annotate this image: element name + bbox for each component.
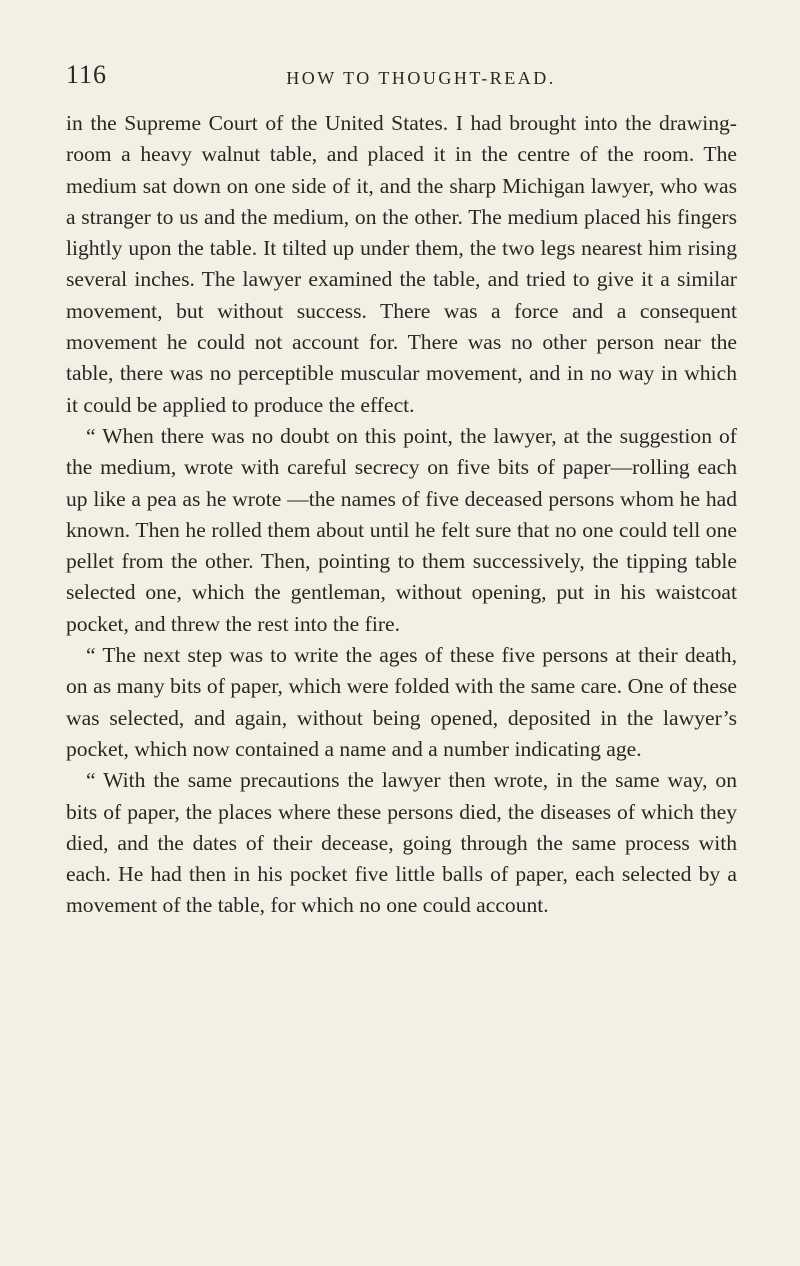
page-header [66,60,736,100]
running-head: HOW TO THOUGHT-READ. [286,68,556,88]
page-body [66,108,737,922]
paragraph: “ When there was no doubt on this point, the lawyer, at the suggestion of the medium, wrote with careful secrecy on five bits of paper—rolling each up like a pea as he wrote —the names of five deceased persons whom he had known. Then he rolled them about until he felt sure that no one could tell one pellet from the other. Then, pointing to them successively, the tipping table selected one, which the gentleman, without opening, put in his waistcoat pocket, and threw the rest into the fire. [66,423,737,636]
paragraph: in the Supreme Court of the United States. I had brought into the drawing-room a heavy walnut table, and placed it in the centre of the room. The medium sat down on one side of it, and the sharp Michigan lawyer, who was a stranger to us and the medium, on the other. The medium placed his fingers lightly upon the table. It tilted up under them, the two legs nearest him rising several inches. The lawyer examined the table, and tried to give it a similar movement, but without success. There was a force and a consequent movement he could not account for. There was no other person near the table, there was no perceptible muscular movement, and in no way in which it could be applied to produce the effect. [66,111,737,417]
paragraph: “ With the same precautions the lawyer then wrote, in the same way, on bits of paper, the places where these persons died, the diseases of which they died, and the dates of their decease, going through the same process with each. He had then in his pocket five little balls of paper, each selected by a movement of the table, for which no one could account. [66,768,737,918]
paragraph: “ The next step was to write the ages of these five persons at their death, on as many bits of paper, which were folded with the same care. One of these was selected, and again, without being opened, deposited in the lawyer’s pocket, which now contained a name and a number indicating age. [66,643,737,761]
page-number: 116 [66,60,108,89]
